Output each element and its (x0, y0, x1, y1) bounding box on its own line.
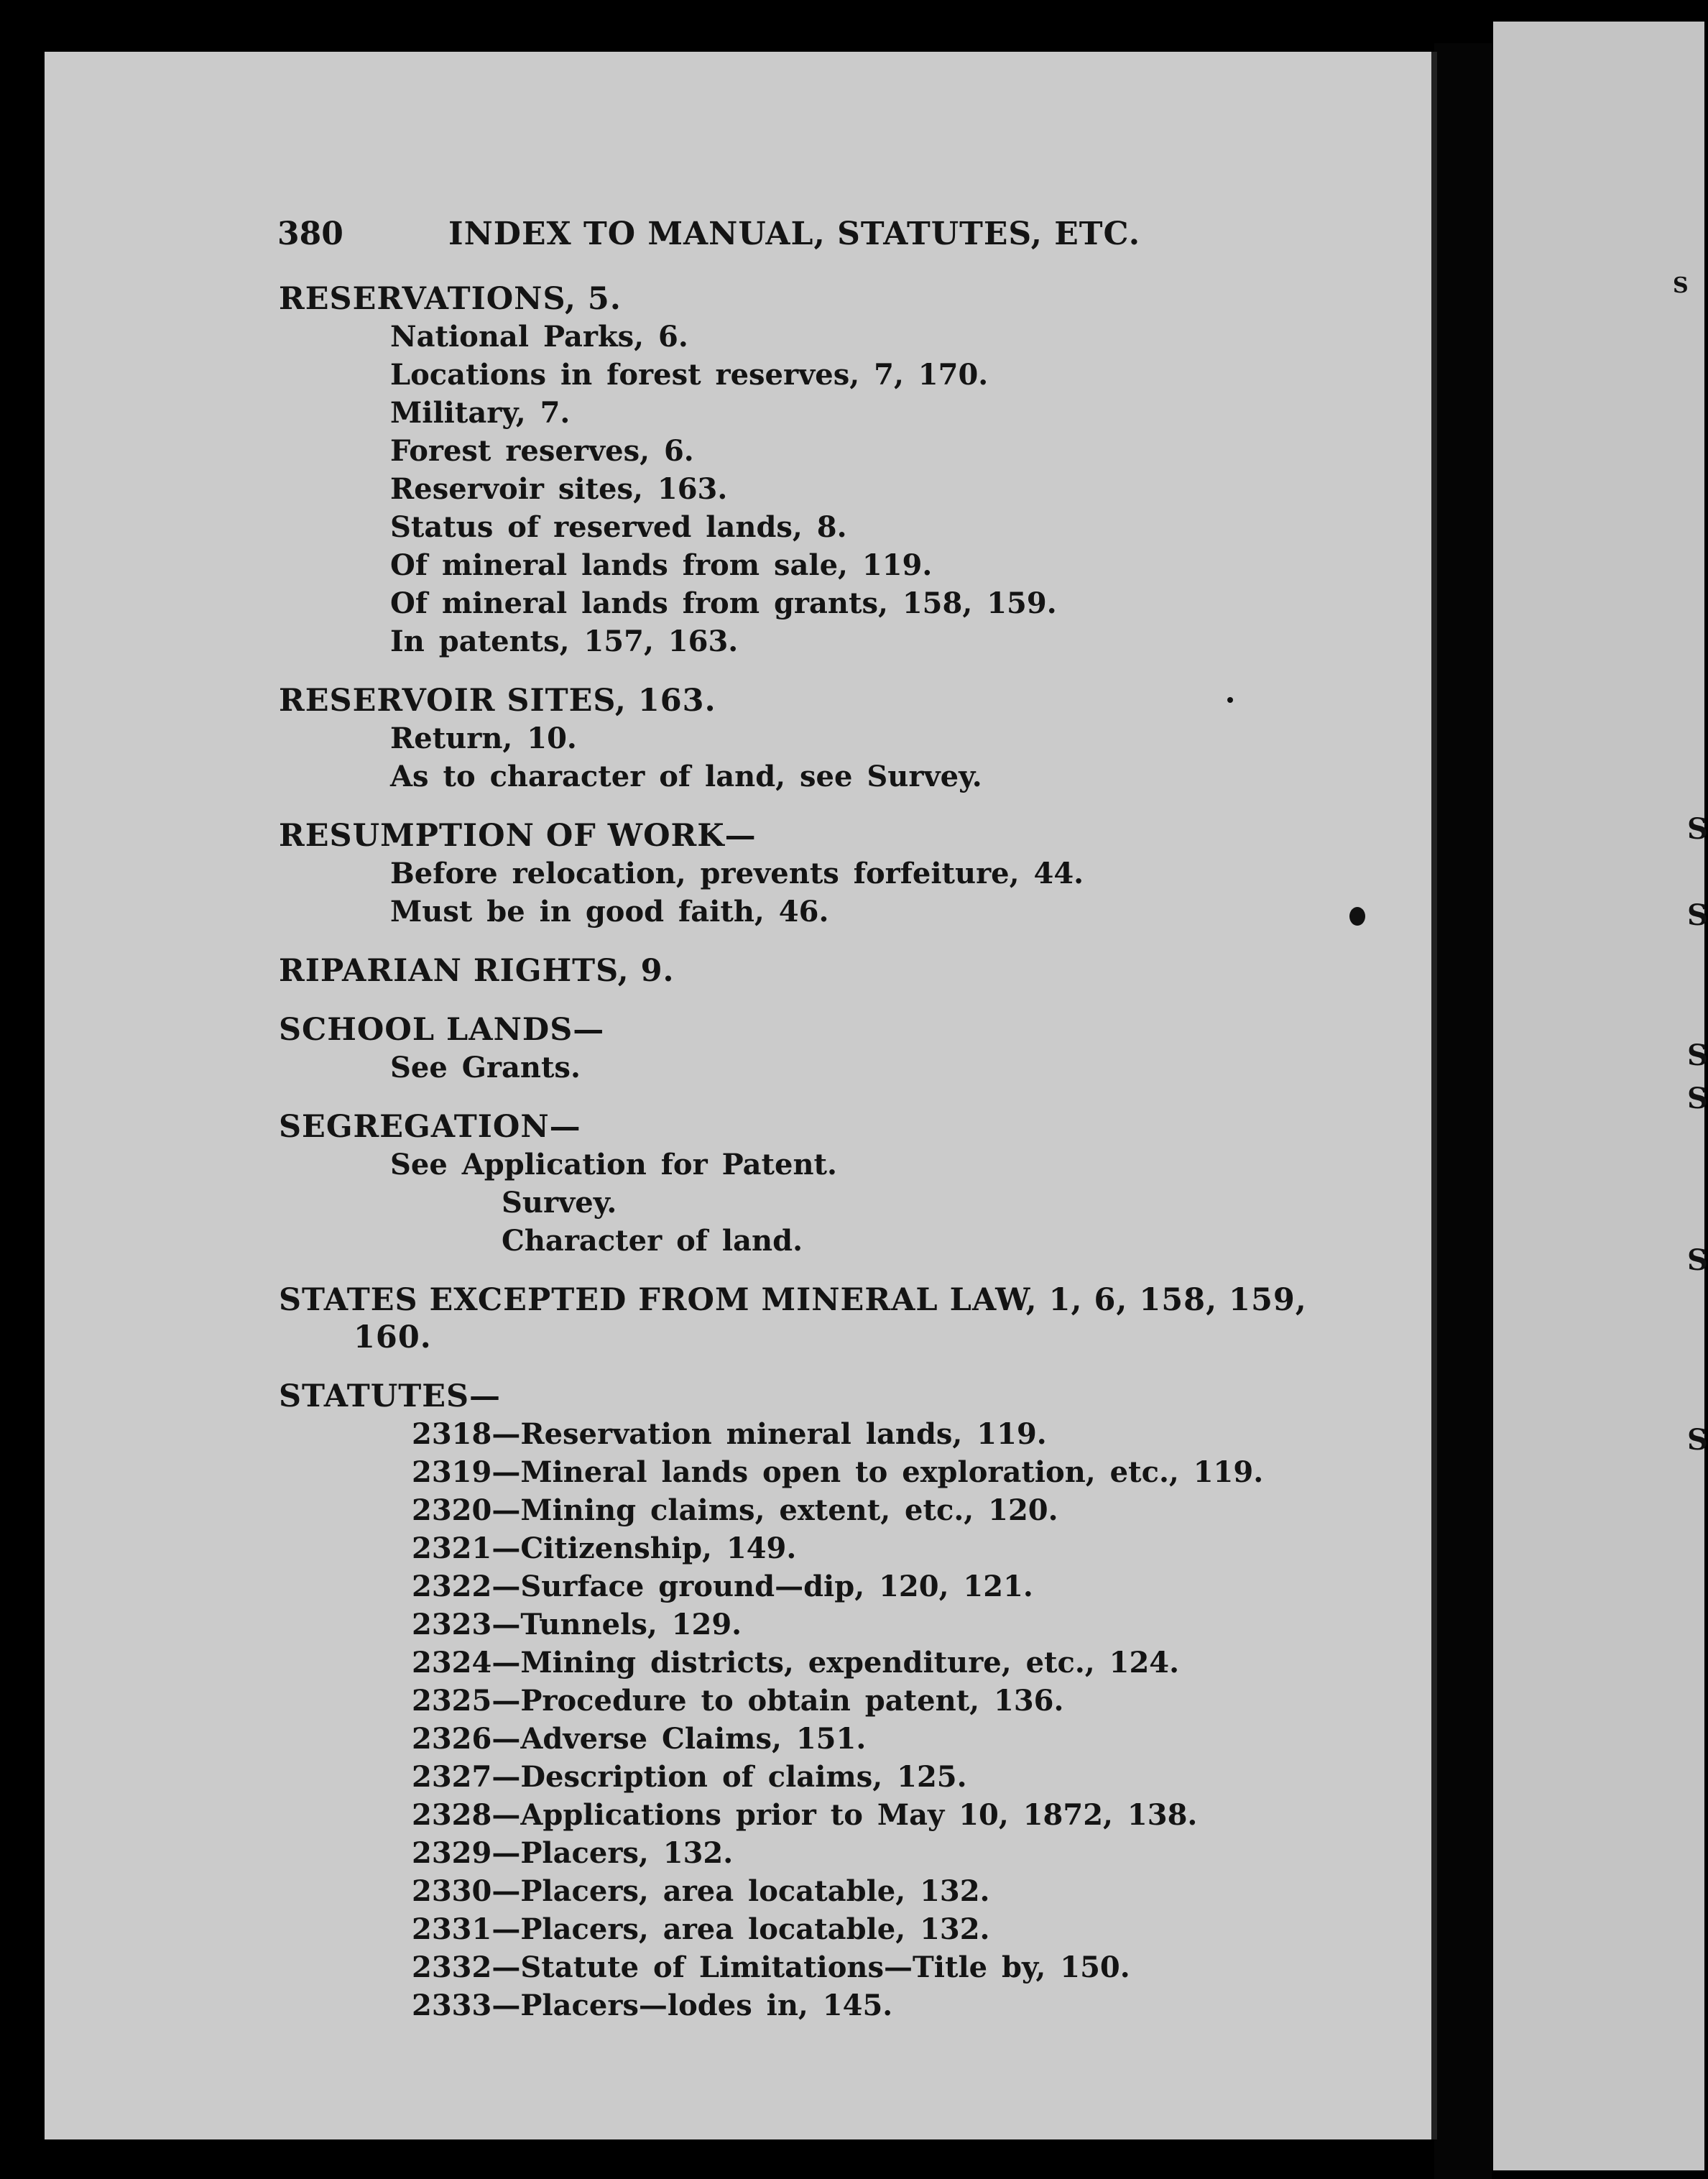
entry-heading (279, 1281, 1400, 1356)
facing-page-letter: S (1687, 1243, 1708, 1277)
facing-page-letter: S (1687, 812, 1708, 846)
statute-item: 2333—Placers—lodes in, 145. (412, 1989, 893, 2022)
entry-subitem: Status of reserved lands, 8. (390, 510, 847, 544)
statute-item: 2332—Statute of Limitations—Title by, 150. (412, 1950, 1130, 1984)
index-entry (279, 1378, 1400, 2024)
entry-heading-text: STATES EXCEPTED FROM MINERAL LAW, 1, 6, 158, 159, (279, 1282, 1307, 1318)
entry-subitem: See Application for Patent. (390, 1148, 837, 1181)
entry-heading: SEGREGATION— (279, 1109, 581, 1145)
entry-subitem: Forest reserves, 6. (390, 434, 694, 468)
facing-page-letter: S (1687, 1082, 1708, 1115)
statute-item: 2330—Placers, area locatable, 132. (412, 1874, 990, 1908)
index-entry (279, 1108, 1400, 1260)
entry-heading: RESERVATIONS, 5. (279, 281, 622, 317)
statute-item: 2323—Tunnels, 129. (412, 1608, 742, 1641)
entry-subitem: Must be in good faith, 46. (390, 895, 829, 929)
entry-subitem: Military, 7. (390, 396, 571, 430)
entry-subitem: Of mineral lands from grants, 158, 159. (390, 586, 1057, 620)
statute-item: 2331—Placers, area locatable, 132. (412, 1912, 990, 1946)
page-title: INDEX TO MANUAL, STATUTES, ETC. (448, 216, 1141, 252)
entry-subitem: Return, 10. (390, 722, 577, 755)
statute-item: 2325—Procedure to obtain patent, 136. (412, 1684, 1064, 1718)
facing-page-letter: S (1673, 273, 1689, 298)
entry-subitem: Locations in forest reserves, 7, 170. (390, 358, 989, 392)
entry-subitem: Character of land. (502, 1224, 803, 1258)
index-entry (279, 280, 1400, 660)
index-entry (279, 952, 1400, 990)
statute-item: 2322—Surface ground—dip, 120, 121. (412, 1570, 1033, 1603)
statute-item: 2318—Reservation mineral lands, 119. (412, 1417, 1047, 1451)
page-number: 380 (277, 216, 343, 252)
entry-subitem: As to character of land, see Survey. (390, 760, 982, 793)
ink-spot (1349, 907, 1365, 926)
entry-subitem: Survey. (502, 1186, 617, 1220)
entry-subitem: In patents, 157, 163. (390, 625, 739, 658)
entry-subitem: See Grants. (390, 1051, 581, 1084)
facing-page-letter: S (1687, 898, 1708, 932)
entry-heading: RESUMPTION OF WORK— (279, 818, 757, 854)
statute-item: 2324—Mining districts, expenditure, etc., 124. (412, 1646, 1180, 1680)
facing-page-letter: S (1687, 1423, 1708, 1457)
ink-spot (1227, 697, 1233, 703)
statute-item: 2319—Mineral lands open to exploration, etc., 119. (412, 1455, 1264, 1489)
statute-item: 2329—Placers, 132. (412, 1836, 734, 1870)
facing-page-edge (1493, 22, 1708, 2170)
facing-page-letter: S (1687, 1038, 1708, 1072)
entry-subitem: Before relocation, prevents forfeiture, 44. (390, 857, 1084, 890)
entry-subitem: National Parks, 6. (390, 320, 688, 354)
book-gutter (1434, 43, 1492, 2179)
statute-item: 2326—Adverse Claims, 151. (412, 1722, 867, 1756)
statute-item: 2327—Description of claims, 125. (412, 1760, 967, 1794)
entry-subitem: Reservoir sites, 163. (390, 472, 728, 506)
entry-heading: SCHOOL LANDS— (279, 1012, 605, 1048)
index-entry (279, 817, 1400, 931)
index-entry (279, 1281, 1400, 1356)
statute-item: 2320—Mining claims, extent, etc., 120. (412, 1493, 1058, 1527)
entry-subitem: Of mineral lands from sale, 119. (390, 548, 933, 582)
index-entries (279, 280, 1400, 2046)
entry-heading-continuation: 160. (354, 1319, 432, 1355)
entry-heading: RESERVOIR SITES, 163. (279, 683, 716, 719)
entry-heading: STATUTES— (279, 1378, 502, 1414)
statute-item: 2328—Applications prior to May 10, 1872, 138. (412, 1798, 1198, 1832)
index-entry (279, 1011, 1400, 1087)
statute-item: 2321—Citizenship, 149. (412, 1531, 797, 1565)
entry-heading: RIPARIAN RIGHTS, 9. (279, 953, 675, 989)
